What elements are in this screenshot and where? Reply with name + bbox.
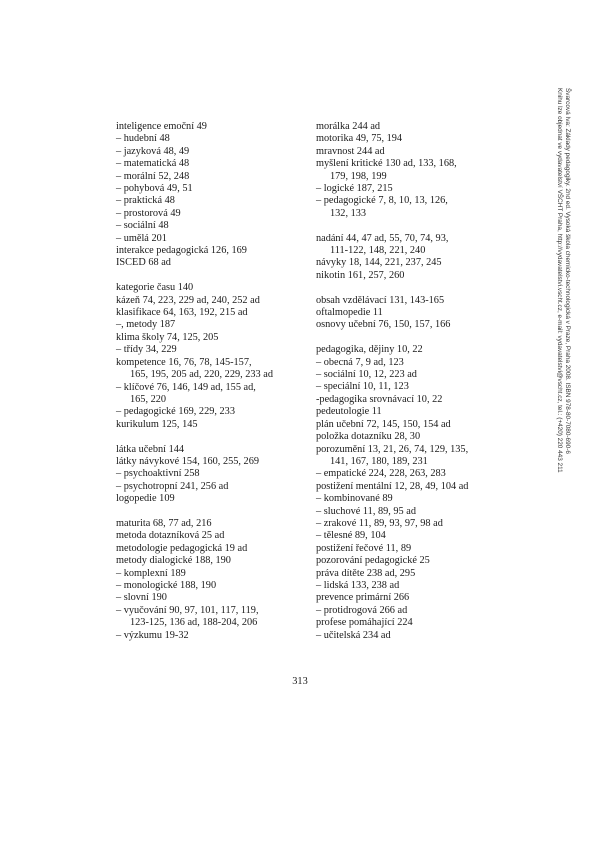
index-entry: – učitelská 234 ad (316, 629, 391, 641)
side-note-order-info: Knihu lze objednat ve vydavatelství VŠCHT Praha, http://vydavatelstvi.vscht.cz, e-mail: vydavatelstvi@vscht.cz, tel.: (+420) 220 443 211 (555, 88, 563, 473)
index-entry: interakce pedagogická 126, 169 (116, 245, 247, 257)
index-entry: – třídy 34, 229 (116, 344, 177, 356)
index-entry: profese pomáhající 224 (316, 617, 413, 629)
index-gap (316, 220, 511, 232)
index-entry: pedagogika, dějiny 10, 22 (316, 344, 423, 356)
index-entry: prevence primární 266 (316, 592, 410, 604)
page-number: 313 (292, 676, 308, 687)
index-entry: –, metody 187 (116, 319, 176, 331)
index-gap (116, 506, 296, 518)
index-entry: – klíčové 76, 146, 149 ad, 155 ad, (116, 381, 256, 393)
index-entry: – morální 52, 248 (116, 170, 190, 182)
index-entry: – empatické 224, 228, 263, 283 (316, 468, 446, 480)
index-entry: – logické 187, 215 (316, 183, 393, 195)
index-gap (316, 332, 511, 344)
index-entry: – výzkumu 19-32 (116, 629, 189, 641)
index-entry: pozorování pedagogické 25 (316, 555, 430, 567)
index-entry: – obecná 7, 9 ad, 123 (316, 356, 404, 368)
index-entry: ISCED 68 ad (116, 257, 171, 269)
index-entry: kompetence 16, 76, 78, 145-157, (116, 356, 252, 368)
index-entry: porozumění 13, 21, 26, 74, 129, 135, (316, 443, 469, 455)
index-entry: postižení řečové 11, 89 (316, 542, 412, 554)
index-entry: – praktická 48 (116, 195, 175, 207)
index-entry: – kombinované 89 (316, 493, 393, 505)
index-entry: 165, 195, 205 ad, 220, 229, 233 ad (130, 369, 273, 381)
index-entry: 179, 198, 199 (330, 170, 387, 182)
index-entry: 123-125, 136 ad, 188-204, 206 (130, 617, 258, 629)
index-entry: inteligence emoční 49 (116, 121, 207, 132)
index-entry: klasifikace 64, 163, 192, 215 ad (116, 307, 248, 319)
index-entry: maturita 68, 77 ad, 216 (116, 517, 212, 529)
index-entry: osnovy učební 76, 150, 157, 166 (316, 319, 451, 331)
index-entry: kategorie času 140 (116, 282, 194, 294)
index-entry: látky návykové 154, 160, 255, 269 (116, 455, 259, 467)
index-entry: – zrakové 11, 89, 93, 97, 98 ad (316, 517, 443, 529)
index-entry: oftalmopedie 11 (316, 307, 383, 319)
index-entry: metodologie pedagogická 19 ad (116, 542, 248, 554)
index-entry: myšlení kritické 130 ad, 133, 168, (316, 158, 457, 170)
index-column-right (316, 121, 511, 642)
index-entry: obsah vzdělávací 131, 143-165 (316, 294, 445, 306)
index-entry: – hudební 48 (116, 133, 170, 145)
index-entry: 111-122, 148, 221, 240 (330, 245, 426, 257)
index-entry: logopedie 109 (116, 493, 175, 505)
index-entry: – pohybová 49, 51 (116, 183, 193, 195)
index-entry: postižení mentální 12, 28, 49, 104 ad (316, 480, 469, 492)
index-entry: – protidrogová 266 ad (316, 604, 408, 616)
side-note-citation: Švarcová Iva: Základy pedagogiky. 2nd ed. Vysoká škola chemicko-technologická v Praze, Praha 2008. ISBN 978-80-7080-690-6 (564, 88, 571, 454)
index-entry: – slovní 190 (116, 592, 167, 604)
index-entry: kázeň 74, 223, 229 ad, 240, 252 ad (116, 294, 260, 306)
index-entry: – monologické 188, 190 (116, 579, 217, 591)
index-entry: mravnost 244 ad (316, 145, 385, 157)
index-gap (116, 431, 296, 443)
index-entry: morálka 244 ad (316, 121, 381, 132)
index-entry: položka dotazníku 28, 30 (316, 431, 421, 443)
index-entry: – komplexní 189 (116, 567, 186, 579)
index-entry: – sociální 10, 12, 223 ad (316, 369, 417, 381)
index-entry: látka učební 144 (116, 443, 185, 455)
index-column-left (116, 121, 296, 642)
index-entry: klima školy 74, 125, 205 (116, 331, 219, 343)
index-entry: plán učební 72, 145, 150, 154 ad (316, 418, 451, 430)
index-gap (316, 282, 511, 294)
index-entry: motorika 49, 75, 194 (316, 133, 403, 145)
side-note (554, 88, 571, 473)
index-entry: návyky 18, 144, 221, 237, 245 (316, 257, 442, 269)
index-entry: – pedagogické 7, 8, 10, 13, 126, (316, 195, 448, 207)
index-entry: – tělesné 89, 104 (316, 530, 386, 542)
index-entry: – psychotropní 241, 256 ad (116, 480, 229, 492)
index-entry: 141, 167, 180, 189, 231 (330, 455, 428, 467)
index-entry: – sluchové 11, 89, 95 ad (316, 505, 416, 517)
index-entry: – jazyková 48, 49 (116, 145, 190, 157)
index-entry: – vyučování 90, 97, 101, 117, 119, (116, 604, 259, 616)
index-entry: -pedagogika srovnávací 10, 22 (316, 393, 443, 405)
index-entry: nikotin 161, 257, 260 (316, 269, 405, 281)
index-entry: kurikulum 125, 145 (116, 418, 198, 430)
index-entry: – lidská 133, 238 ad (316, 579, 400, 591)
index-entry: – pedagogické 169, 229, 233 (116, 406, 235, 418)
index-entry: metody dialogické 188, 190 (116, 555, 231, 567)
index-entry: – speciální 10, 11, 123 (316, 381, 409, 393)
index-entry: – psychoaktivní 258 (116, 468, 200, 480)
index-entry: – sociální 48 (116, 220, 169, 232)
index-entry: pedeutologie 11 (316, 406, 382, 418)
index-entry: – matematická 48 (116, 158, 190, 170)
index-entry: – prostorová 49 (116, 207, 181, 219)
index-entry: 165, 220 (130, 393, 167, 405)
index-entry: nadání 44, 47 ad, 55, 70, 74, 93, (316, 232, 449, 244)
index-entry: metoda dotazníková 25 ad (116, 530, 225, 542)
index-entry: 132, 133 (330, 207, 367, 219)
index-entry: práva dítěte 238 ad, 295 (316, 567, 416, 579)
index-entry: – umělá 201 (116, 232, 167, 244)
index-gap (116, 270, 296, 282)
